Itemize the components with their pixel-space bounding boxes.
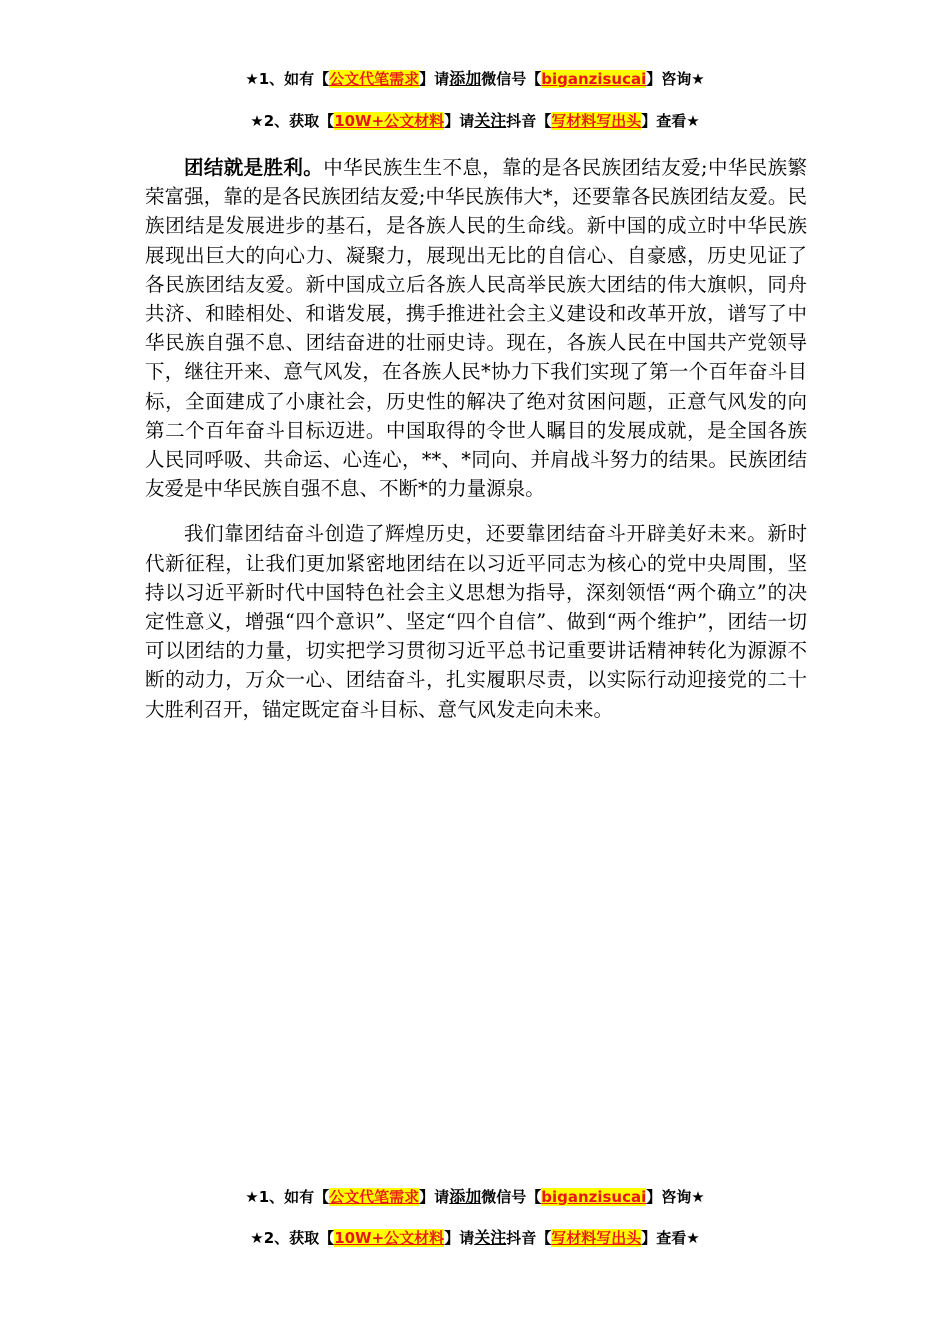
banner-highlight-materials: 10W+公文材料 [334, 1229, 445, 1247]
banner-mid: 微信号【 [481, 70, 542, 88]
banner-mid: 】请 [419, 70, 450, 88]
banner-highlight-douyin-account: 写材料写出头 [551, 1229, 642, 1247]
banner-underline-add: 添加 [449, 1187, 482, 1206]
banner-highlight-wechat-id: biganzisucai [541, 70, 647, 88]
banner-mid: 】请 [419, 1188, 450, 1206]
banner-mid: 】请 [444, 1229, 475, 1247]
banner-mid: 】请 [444, 112, 475, 130]
footer-banner-line-1 [0, 1186, 950, 1208]
banner-highlight-wechat-id: biganzisucai [541, 1188, 647, 1206]
banner-suffix: 】咨询★ [646, 1188, 705, 1206]
banner-underline-follow: 关注 [474, 1228, 507, 1247]
paragraph-lead: 团结就是胜利。 [184, 156, 324, 179]
banner-highlight-douyin-account: 写材料写出头 [551, 112, 642, 130]
banner-prefix: ★2、获取【 [250, 112, 335, 130]
banner-prefix: ★1、如有【 [245, 70, 330, 88]
banner-highlight-service: 公文代笔需求 [329, 1188, 420, 1206]
banner-underline-add: 添加 [449, 69, 482, 88]
paragraph-1 [145, 153, 807, 503]
header-banner-line-1 [0, 68, 950, 90]
banner-mid: 微信号【 [481, 1188, 542, 1206]
banner-underline-follow: 关注 [474, 111, 507, 130]
banner-suffix: 】查看★ [641, 112, 700, 130]
paragraph-2 [145, 519, 807, 723]
banner-suffix: 】咨询★ [646, 70, 705, 88]
paragraph-text: 中华民族生生不息，靠的是各民族团结友爱;中华民族繁荣富强，靠的是各民族团结友爱;中华民族伟大*，还要靠各民族团结友爱。民族团结是发展进步的基石，是各族人民的生命线。新中国的成立时中华民族展现出巨大的向心力、凝聚力，展现出无比的自信心、自豪感，历史见证了各民族团结友爱。新中国成立后各族人民高举民族大团结的伟大旗帜，同舟共济、和睦相处、和谐发展，携手推进社会主义建设和改革开放，谱写了中华民族自强不息、团结奋进的壮丽史诗。现在，各族人民在中国共产党领导下，继往开来、意气风发，在各族人民*协力下我们实现了第一个百年奋斗目标，全面建成了小康社会，历史性的解决了绝对贫困问题，正意气风发的向第二个百年奋斗目标迈进。中国取得的令世人瞩目的发展成就，是全国各族人民同呼吸、共命运、心连心，**、*同向、并肩战斗努力的结果。民族团结友爱是中华民族自强不息、不断*的力量源泉。 [145, 156, 807, 501]
header-banner-line-2 [0, 110, 950, 132]
banner-suffix: 】查看★ [641, 1229, 700, 1247]
footer-banner-line-2 [0, 1227, 950, 1249]
banner-highlight-service: 公文代笔需求 [329, 70, 420, 88]
banner-highlight-materials: 10W+公文材料 [334, 112, 445, 130]
banner-mid: 抖音【 [506, 112, 552, 130]
banner-prefix: ★2、获取【 [250, 1229, 335, 1247]
banner-prefix: ★1、如有【 [245, 1188, 330, 1206]
banner-mid: 抖音【 [506, 1229, 552, 1247]
document-body [145, 153, 807, 740]
paragraph-text: 我们靠团结奋斗创造了辉煌历史，还要靠团结奋斗开辟美好未来。新时代新征程，让我们更加紧密地团结在以习近平同志为核心的党中央周围，坚持以习近平新时代中国特色社会主义思想为指导，深刻领悟“两个确立”的决定性意义，增强“四个意识”、坚定“四个自信”、做到“两个维护”，团结一切可以团结的力量，切实把学习贯彻习近平总书记重要讲话精神转化为源源不断的动力，万众一心、团结奋斗，扎实履职尽责，以实际行动迎接党的二十大胜利召开，锚定既定奋斗目标、意气风发走向未来。 [145, 522, 807, 721]
